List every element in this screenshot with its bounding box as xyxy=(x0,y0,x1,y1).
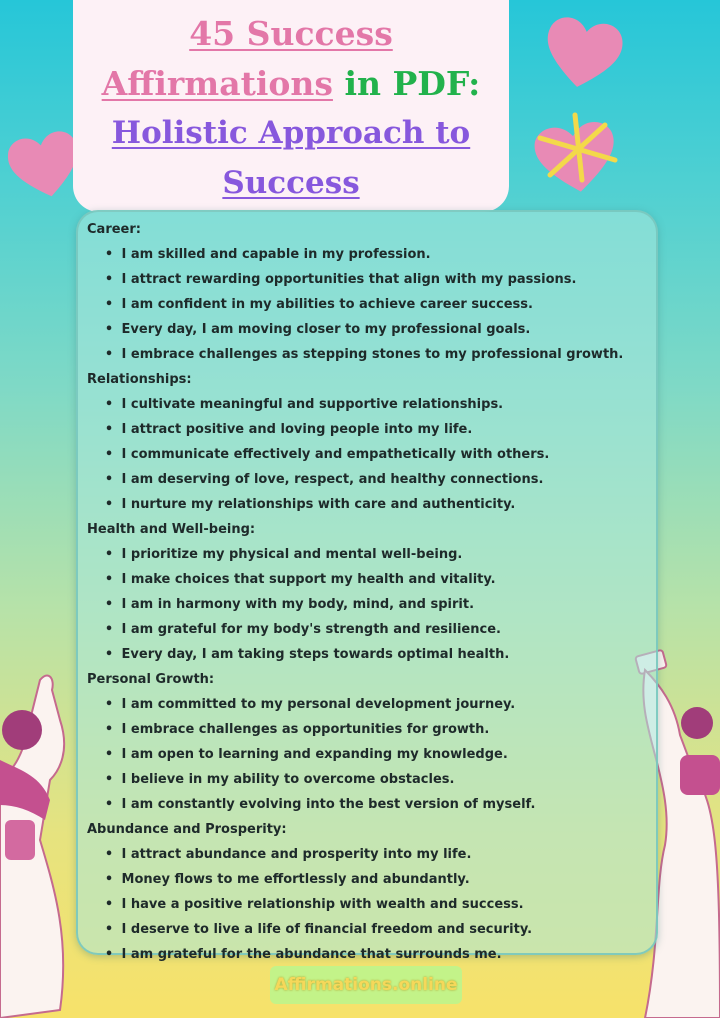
affirmations-list xyxy=(87,217,657,967)
list-item: • I attract rewarding opportunities that align with my passions. xyxy=(87,267,657,292)
bullet-icon: • xyxy=(104,497,114,512)
bullet-icon: • xyxy=(104,447,114,462)
bullet-icon: • xyxy=(104,897,114,912)
bullet-icon: • xyxy=(104,647,114,662)
bullet-icon: • xyxy=(104,922,114,937)
section-heading-relationships: Relationships: xyxy=(87,372,192,387)
bullet-icon: • xyxy=(104,772,114,787)
bullet-icon: • xyxy=(104,547,114,562)
bullet-icon: • xyxy=(104,472,114,487)
list-item: • I am grateful for the abundance that surrounds me. xyxy=(87,942,657,967)
bullet-icon: • xyxy=(104,797,114,812)
list-item: • I embrace challenges as opportunities for growth. xyxy=(87,717,657,742)
list-item: • I am open to learning and expanding my knowledge. xyxy=(87,742,657,767)
heart-star-right-icon xyxy=(520,100,630,200)
list-item: • I believe in my ability to overcome obstacles. xyxy=(87,767,657,792)
list-item: • I attract positive and loving people into my life. xyxy=(87,417,657,442)
list-item: • Every day, I am moving closer to my professional goals. xyxy=(87,317,657,342)
bullet-icon: • xyxy=(104,747,114,762)
list-item: • Money flows to me effortlessly and abundantly. xyxy=(87,867,657,892)
bullet-icon: • xyxy=(104,947,114,962)
list-item: • I nurture my relationships with care and authenticity. xyxy=(87,492,657,517)
bullet-icon: • xyxy=(104,572,114,587)
list-item: • I prioritize my physical and mental well-being. xyxy=(87,542,657,567)
list-item: • I have a positive relationship with wealth and success. xyxy=(87,892,657,917)
bullet-icon: • xyxy=(104,872,114,887)
list-item: • I cultivate meaningful and supportive relationships. xyxy=(87,392,657,417)
title-line-3: Holistic Approach to xyxy=(111,115,471,151)
bullet-icon: • xyxy=(104,347,114,362)
list-item: • I embrace challenges as stepping stones to my professional growth. xyxy=(87,342,657,367)
list-item: • I am constantly evolving into the best version of myself. xyxy=(87,792,657,817)
title-banner xyxy=(73,0,509,212)
list-item: • I am deserving of love, respect, and healthy connections. xyxy=(87,467,657,492)
website-footer-link[interactable]: Affirmations.online xyxy=(270,966,462,1004)
list-item: • I am committed to my personal development journey. xyxy=(87,692,657,717)
title-line-2-pdf: in PDF: xyxy=(332,64,481,103)
section-heading-health: Health and Well-being: xyxy=(87,522,256,537)
list-item: • I communicate effectively and empathetically with others. xyxy=(87,442,657,467)
bullet-icon: • xyxy=(104,422,114,437)
bullet-icon: • xyxy=(104,847,114,862)
title-line-1: 45 Success xyxy=(189,14,393,53)
bullet-icon: • xyxy=(104,272,114,287)
heart-top-right-icon xyxy=(540,10,626,96)
bullet-icon: • xyxy=(104,597,114,612)
bullet-icon: • xyxy=(104,397,114,412)
bullet-icon: • xyxy=(104,622,114,637)
section-heading-personal-growth: Personal Growth: xyxy=(87,672,215,687)
list-item: • Every day, I am taking steps towards optimal health. xyxy=(87,642,657,667)
section-heading-career: Career: xyxy=(87,222,141,237)
title-line-2-affirmations: Affirmations xyxy=(101,64,333,103)
list-item: • I deserve to live a life of financial freedom and security. xyxy=(87,917,657,942)
list-item: • I am skilled and capable in my profession. xyxy=(87,242,657,267)
bullet-icon: • xyxy=(104,322,114,337)
title-line-4: Success xyxy=(222,165,360,201)
bullet-icon: • xyxy=(104,722,114,737)
bullet-icon: • xyxy=(104,697,114,712)
list-item: • I am confident in my abilities to achieve career success. xyxy=(87,292,657,317)
bullet-icon: • xyxy=(104,297,114,312)
list-item: • I attract abundance and prosperity into my life. xyxy=(87,842,657,867)
list-item: • I am grateful for my body's strength and resilience. xyxy=(87,617,657,642)
section-heading-abundance: Abundance and Prosperity: xyxy=(87,822,287,837)
bullet-icon: • xyxy=(104,247,114,262)
list-item: • I am in harmony with my body, mind, and spirit. xyxy=(87,592,657,617)
list-item: • I make choices that support my health and vitality. xyxy=(87,567,657,592)
